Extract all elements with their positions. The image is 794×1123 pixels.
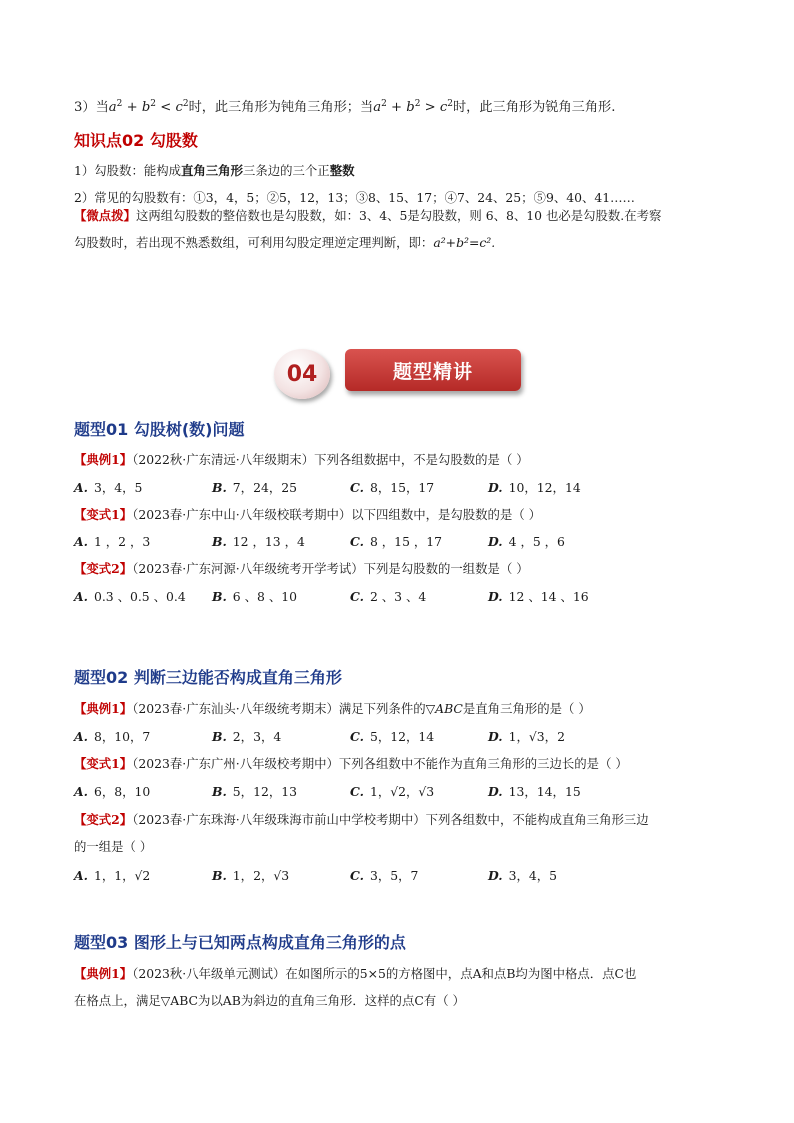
section-banner: 题型精讲 — [345, 349, 521, 391]
question-variant-1: 【变式1】（2023春·广东广州·八年级校考期中）下列各组数中不能作为直角三角形的三边长的是（ ） — [74, 756, 628, 771]
question-example-1: 【典例1】（2023秋·八年级单元测试）在如图所示的5×5的方格图中，点A和点B均为图中格点．点C也 — [74, 966, 637, 981]
question-example-1-cont: 在格点上，满足▽ABC为以AB为斜边的直角三角形．这样的点C有（ ） — [74, 993, 465, 1008]
question-variant-2-cont: 的一组是（ ） — [74, 839, 153, 854]
options-row: A. 1 ，2 ，3 B. 12 ，13 ，4 C. 8 ，15 ，17 D. 4 ，5 ，6 — [74, 534, 565, 549]
section-title-02: 题型02 判断三边能否构成直角三角形 — [74, 668, 342, 687]
knowledge-item-1: 1）勾股数：能构成直角三角形三条边的三个正整数 — [74, 163, 355, 178]
options-row: A. 6，8，10 B. 5，12，13 C. 1，√2，√3 D. 13，14，15 — [74, 784, 581, 799]
question-example-1: 【典例1】（2022秋·广东清远·八年级期末）下列各组数据中，不是勾股数的是（ ） — [74, 452, 529, 467]
question-variant-2: 【变式2】（2023春·广东珠海·八年级珠海市前山中学校考期中）下列各组数中，不能构成直角三角形三边 — [74, 812, 649, 827]
tip-line-1: 【微点拨】这两组勾股数的整倍数也是勾股数，如：3、4、5是勾股数，则 6、8、10 也必是勾股数.在考察 — [74, 208, 662, 223]
section-title-01: 题型01 勾股树(数)问题 — [74, 420, 245, 439]
options-row: A. 1，1，√2 B. 1，2，√3 C. 3，5，7 D. 3，4，5 — [74, 868, 558, 883]
options-row: A. 0.3 、0.5 、0.4 B. 6 、8 、10 C. 2 、3 、4 D. 12 、14 、16 — [74, 589, 589, 604]
question-variant-2: 【变式2】（2023春·广东河源·八年级统考开学考试）下列是勾股数的一组数是（ ） — [74, 561, 529, 576]
options-row: A. 3，4，5 B. 7，24，25 C. 8，15，17 D. 10，12，14 — [74, 480, 581, 495]
tip-line-2: 勾股数时，若出现不熟悉数组，可利用勾股定理逆定理判断，即：a²+b²=c². — [74, 235, 496, 250]
question-example-1: 【典例1】（2023春·广东汕头·八年级统考期末）满足下列条件的▽ABC是直角三角形的是（ ） — [74, 701, 591, 716]
inequality-line: 3）当$a^2 + b^2 < c^2$时，此三角形为钝角三角形；当$a^2 + b^2 > c^2$时，此三角形为锐角三角形. — [74, 99, 616, 115]
options-row: A. 8，10，7 B. 2，3，4 C. 5，12，14 D. 1，√3，2 — [74, 729, 565, 744]
question-variant-1: 【变式1】（2023春·广东中山·八年级校联考期中）以下四组数中，是勾股数的是（ ） — [74, 507, 542, 522]
knowledge-item-2: 2）常见的勾股数有：①3，4，5；②5，12，13；③8、15、17；④7、24、25；⑤9、40、41…… — [74, 190, 635, 205]
section-title-03: 题型03 图形上与已知两点构成直角三角形的点 — [74, 933, 406, 952]
section-number-badge: 04 — [274, 349, 330, 399]
knowledge-point-title: 知识点02 勾股数 — [74, 131, 198, 150]
